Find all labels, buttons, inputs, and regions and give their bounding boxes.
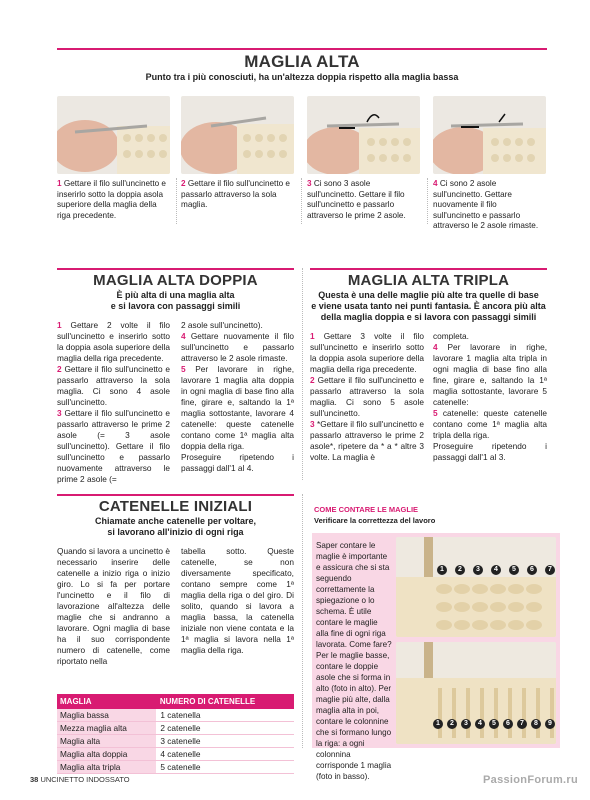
step-photo-4 bbox=[433, 96, 546, 174]
page-number: 38 bbox=[30, 775, 39, 784]
tripla-rule bbox=[310, 268, 547, 270]
tripla-subtitle-2: e viene usata tanto nei punti fantasia. È ancora più alta bbox=[311, 301, 546, 311]
step-photo-2 bbox=[181, 96, 294, 174]
watermark: PassionForum.ru bbox=[483, 774, 578, 786]
contare-subtitle: Verificare la correttezza del lavoro bbox=[314, 516, 436, 525]
count-badge: 5 bbox=[509, 565, 519, 575]
tripla-column-2: completa. 4 Per lavorare in righe, lavorare 1 maglia alta tripla in ogni maglia di base fino alla fine, girare e, saltando la 1ª maglia sottostante, lavorare 5 catenelle: 5 catenelle: queste catenelle contano come 1ª maglia alta tripla della riga. Proseguire ripetendo i passaggi dall'1 al 3. bbox=[433, 331, 548, 462]
count-badge: 8 bbox=[531, 719, 541, 729]
table-row: Maglia alta 3 catenelle bbox=[57, 735, 294, 748]
count-badge: 3 bbox=[473, 565, 483, 575]
count-badge: 2 bbox=[447, 719, 457, 729]
count-badge: 3 bbox=[461, 719, 471, 729]
contare-title: COME CONTARE LE MAGLIE bbox=[314, 505, 419, 514]
count-photo-bottom bbox=[396, 642, 556, 744]
doppia-subtitle-1: È più alta di una maglia alta bbox=[116, 290, 235, 300]
section-divider bbox=[302, 494, 303, 748]
count-badge: 6 bbox=[503, 719, 513, 729]
step-photo-1 bbox=[57, 96, 170, 174]
top-rule bbox=[57, 48, 547, 50]
contare-text: Saper contare le maglie è importante e assicura che si sta seguendo correttamente la spiegazione o lo schema. È utile contare le maglie alla fine di ogni riga lavorata. Come fare? Per le maglie basse, contare le doppie asole che si forma in alto (foto in alto). Per maglie più alte, dalla maglia alta in poi, contare le colonnine che si formano lungo la riga: a ogni colonnina corrisponde 1 maglia (foto in basso). bbox=[316, 541, 392, 781]
table-row: Mezza maglia alta 2 catenelle bbox=[57, 722, 294, 735]
magazine-name: UNCINETTO INDOSSATO bbox=[40, 775, 130, 784]
doppia-column-2: 2 asole sull'uncinetto). 4 Gettare nuovamente il filo sull'uncinetto e passarlo attraverso le 2 asole rimaste. 5 Per lavorare in righe, lavorare 1 maglia alta doppia in ogni maglia di base fino alla fine, girare e, saltando la 1ª maglia sottostante, lavorare 4 catenelle: queste catenelle contano come 1ª maglia alta doppia della riga. Proseguire ripetendo i passaggi dall'1 al 4. bbox=[181, 320, 295, 473]
step-photo-3 bbox=[307, 96, 420, 174]
maglia-alta-doppia-title: MAGLIA ALTA DOPPIA bbox=[93, 272, 258, 289]
step-caption-2: 2 Gettare il filo sull'uncinetto e passarlo attraverso la sola maglia. bbox=[181, 179, 290, 210]
table-header: NUMERO DI CATENELLE bbox=[157, 694, 294, 709]
catenelle-subtitle-1: Chiamate anche catenelle per voltare, bbox=[94, 516, 257, 526]
step-caption-3: 3 Ci sono 3 asole sull'uncinetto. Gettare il filo sull'uncinetto e passarlo attraverso le prime 2 asole. bbox=[307, 179, 406, 220]
catenelle-table bbox=[57, 694, 294, 774]
tripla-subtitle-1: Questa è una delle maglie più alte tra quelle di base bbox=[318, 290, 539, 300]
page-footer bbox=[30, 775, 130, 784]
table-row: Maglia bassa 1 catenella bbox=[57, 709, 294, 722]
caption-divider bbox=[427, 178, 428, 224]
count-badge: 2 bbox=[455, 565, 465, 575]
table-header: MAGLIA bbox=[57, 694, 157, 709]
doppia-rule bbox=[57, 268, 294, 270]
doppia-subtitle-2: e si lavora con passaggi simili bbox=[110, 301, 241, 311]
table-row: Maglia alta tripla 5 catenelle bbox=[57, 761, 294, 774]
count-badge: 9 bbox=[545, 719, 555, 729]
maglia-alta-subtitle: Punto tra i più conosciuti, ha un'altezza doppia rispetto alla maglia bassa bbox=[145, 72, 459, 82]
table-row: Maglia alta doppia 4 catenelle bbox=[57, 748, 294, 761]
caption-divider bbox=[176, 178, 177, 224]
catenelle-column-1: Quando si lavora a uncinetto è necessario inserire delle catenelle a inizio riga o inizio giro. Lo si fa per portare l'uncinetto e il filo di lavorazione all'altezza delle maglie che si andranno a lavorare. Ogni maglia di base ha il suo corrispondente numero di catenelle, come riportato nella bbox=[57, 546, 170, 666]
count-badge: 4 bbox=[475, 719, 485, 729]
doppia-column-1: 1 Gettare 2 volte il filo sull'uncinetto e inserirlo sotto la doppia asola superiore della maglia della riga precedente. 2 Gettare il filo sull'uncinetto e passarlo attraverso la sola maglia. Ci sono 4 asole sull'uncinetto. 3 Gettare il filo sull'uncinetto e passarlo attraverso le prime 2 asole (= 3 asole sull'uncinetto). Gettare il filo sull'uncinetto e passarlo nuovamente attraverso le prime 2 asole (= bbox=[57, 320, 170, 484]
count-badge: 1 bbox=[433, 719, 443, 729]
catenelle-rule bbox=[57, 494, 294, 496]
catenelle-title: CATENELLE INIZIALI bbox=[98, 498, 253, 515]
step-caption-1: 1 Gettare il filo sull'uncinetto e inserirlo sotto la doppia asola superiore della maglia della riga precedente. bbox=[57, 179, 166, 220]
section-divider bbox=[302, 268, 303, 480]
maglia-alta-tripla-title: MAGLIA ALTA TRIPLA bbox=[347, 272, 510, 289]
count-badge: 1 bbox=[437, 565, 447, 575]
count-badge: 4 bbox=[491, 565, 501, 575]
step-caption-4: 4 Ci sono 2 asole sull'uncinetto. Gettare nuovamente il filo sull'uncinetto e passarlo attraverso le 2 asole rimaste. bbox=[433, 179, 539, 231]
catenelle-column-2: tabella sotto. Queste catenelle, se non diversamente specificato, contano sempre come 1ª maglia della riga o del giro. Di solito, quando si lavora a maglia bassa, la catenella iniziale non viene contata e la 1ª maglia si lavora nella 1ª maglia della riga. bbox=[181, 546, 294, 655]
tripla-column-1: 1 Gettare 3 volte il filo sull'uncinetto e inserirlo sotto la doppia asola superiore della maglia della riga precedente. 2 Gettare il filo sull'uncinetto e passarlo attraverso la sola maglia. Ci sono 5 asole sull'uncinetto. 3 *Gettare il filo sull'uncinetto e passarlo attraverso le prime 2 asole*, ripetere da * a * altre 3 volte. La maglia è bbox=[310, 331, 424, 462]
catenelle-subtitle-2: si lavorano all'inizio di ogni riga bbox=[107, 527, 244, 537]
count-badge: 5 bbox=[489, 719, 499, 729]
caption-divider bbox=[301, 178, 302, 224]
count-badge: 7 bbox=[545, 565, 555, 575]
count-badge: 7 bbox=[517, 719, 527, 729]
count-photo-top bbox=[396, 537, 556, 637]
count-badge: 6 bbox=[527, 565, 537, 575]
tripla-subtitle-3: della maglia doppia e si lavora con passaggi simili bbox=[320, 312, 537, 322]
maglia-alta-title: MAGLIA ALTA bbox=[244, 52, 360, 71]
